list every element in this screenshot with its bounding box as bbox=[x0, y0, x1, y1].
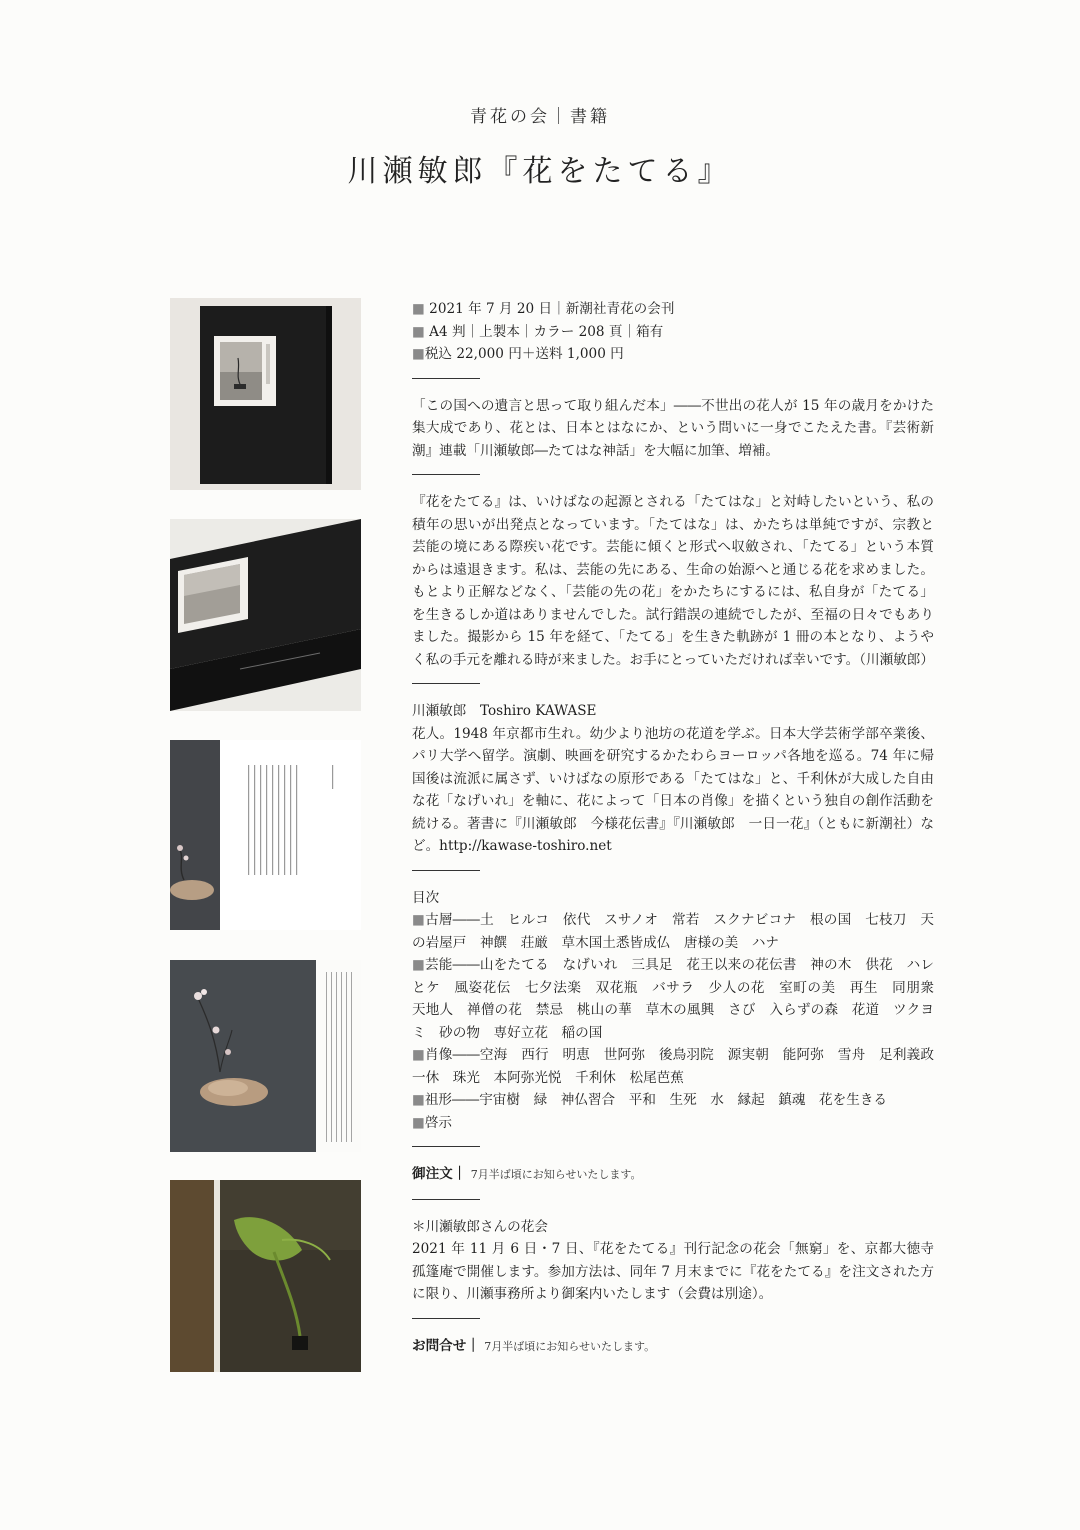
divider bbox=[412, 1199, 480, 1200]
meta-line: ■税込 22,000 円＋送料 1,000 円 bbox=[412, 346, 624, 362]
meta-line: ■ A4 判｜上製本｜カラー 208 頁｜箱有 bbox=[412, 323, 664, 340]
page-title: 川瀬敏郎『花をたてる』 bbox=[347, 154, 733, 189]
order-label: 御注文｜ bbox=[412, 1166, 467, 1182]
book-info-column bbox=[412, 298, 948, 1358]
photo-book-box-front bbox=[170, 298, 361, 490]
header-series: 青花の会｜書籍 bbox=[470, 107, 610, 127]
author-bio: 花人。1948 年京都市生れ。幼少より池坊の花道を学ぶ。日本大学芸術学部卒業後、パリ大学へ留学。演劇、映画を研究するかたわらヨーロッパ各地を巡る。74 年に帰国後は流派に属さず、いけばなの原形である「たてはな」と、千利休が大成した自由な花「なげいれ」を軸に、花によって「日本の肖像」を描くという独自の創作活動を続ける。著書に『川瀬敏郎 今様花伝書』『川瀬敏郎 一日一花』（ともに新潮社）など。http://kawase-toshiro.net bbox=[412, 725, 934, 854]
order-note: 7月半ば頃にお知らせいたします。 bbox=[470, 1168, 642, 1181]
lotus-leaf-image bbox=[170, 1180, 361, 1372]
photo-book-box-angled bbox=[170, 519, 361, 711]
photo-book-spread bbox=[170, 740, 361, 930]
intro-paragraph: 「この国への遺言と思って取り組んだ本」――不世出の花人が 15 年の歳月をかけた集大成であり、花とは、日本とはなにか、という問いに一身でこたえた書。『芸術新潮』連載「川瀬敏郎―たてはな神話」を大幅に加筆、増補。 bbox=[412, 397, 934, 459]
order-info bbox=[412, 1163, 934, 1187]
author-statement: 『花をたてる』は、いけばなの起源とされる「たてはな」と対峙したいという、私の積年の思いが出発点となっています。「たてはな」は、かたちは単純ですが、宗教と芸能の境にある際疾い花です。芸能に傾くと形式へ収斂され、「たてる」という本質からは遠退きます。私は、芸能の先にある、生命の始源へと通じる花を求めました。もとより正解などなく、「芸能の先の花」をかたちにするには、私自身が「たてる」を生きるしか道はありませんでした。試行錯誤の連続でしたが、至福の日々でもありました。撮影から 15 年を経て、「たてる」を生きた軌跡が 1 冊の本となり、ようやく私の手元を離れる時が来ました。お手にとっていただければ幸いです。（川瀬敏郎） bbox=[412, 494, 934, 668]
inquiry-label: お問合せ｜ bbox=[412, 1337, 480, 1354]
event-body: 2021 年 11 月 6 日・7 日、『花をたてる』刊行記念の花会「無窮」を、京都大徳寺孤篷庵で開催します。参加方法は、同年 7 月末までに『花をたてる』を注文された方に限り、川瀬事務所より御案内いたします（会費は別途）。 bbox=[412, 1241, 934, 1302]
divider bbox=[412, 1146, 480, 1147]
divider bbox=[412, 378, 480, 379]
photo-lotus-leaf bbox=[170, 1180, 361, 1372]
toc-heading: 目次 bbox=[412, 889, 440, 906]
divider bbox=[412, 683, 480, 684]
divider bbox=[412, 1318, 480, 1319]
table-of-contents bbox=[412, 909, 948, 1134]
flower-arrangement-image bbox=[170, 960, 361, 1152]
author-name: 川瀬敏郎 Toshiro KAWASE bbox=[412, 703, 597, 719]
divider bbox=[412, 474, 480, 475]
inquiry-info bbox=[412, 1335, 934, 1359]
toc-item: ■啓示 bbox=[412, 1114, 453, 1131]
book-box-angled-image bbox=[170, 519, 361, 711]
book-spread-image bbox=[170, 740, 361, 930]
event-heading: ＊川瀬敏郎さんの花会 bbox=[412, 1218, 548, 1235]
toc-item: ■芸能――山をたてる なげいれ 三具足 花王以来の花伝書 神の木 供花 ハレとケ 風姿花伝 七夕法楽 双花瓶 バサラ 少人の花 室町の美 再生 同朋衆 天地人 禅僧の花 禁忌 桃山の華 草木の風興 さび 入らずの森 花道 ツクヨミ 砂の物 専好立花 稲の国 bbox=[412, 957, 948, 1041]
toc-item: ■祖形――宇宙樹 緑 神仏習合 平和 生死 水 縁起 鎮魂 花を生きる bbox=[412, 1092, 888, 1108]
book-box-front-image bbox=[170, 298, 361, 490]
toc-item: ■肖像――空海 西行 明恵 世阿弥 後鳥羽院 源実朝 能阿弥 雪舟 足利義政 一休 珠光 本阿弥光悦 千利休 松尾芭蕉 bbox=[412, 1047, 948, 1086]
photo-flower-arrangement bbox=[170, 960, 361, 1152]
toc-item: ■古層――土 ヒルコ 依代 スサノオ 常若 スクナビコナ 根の国 七枝刀 天の岩屋戸 神饌 荘厳 草木国土悉皆成仏 唐様の美 ハナ bbox=[412, 912, 935, 951]
inquiry-note: 7月半ば頃にお知らせいたします。 bbox=[484, 1339, 656, 1353]
book-metadata bbox=[412, 298, 934, 366]
meta-line: ■ 2021 年 7 月 20 日｜新潮社青花の会刊 bbox=[412, 301, 675, 317]
divider bbox=[412, 870, 480, 871]
